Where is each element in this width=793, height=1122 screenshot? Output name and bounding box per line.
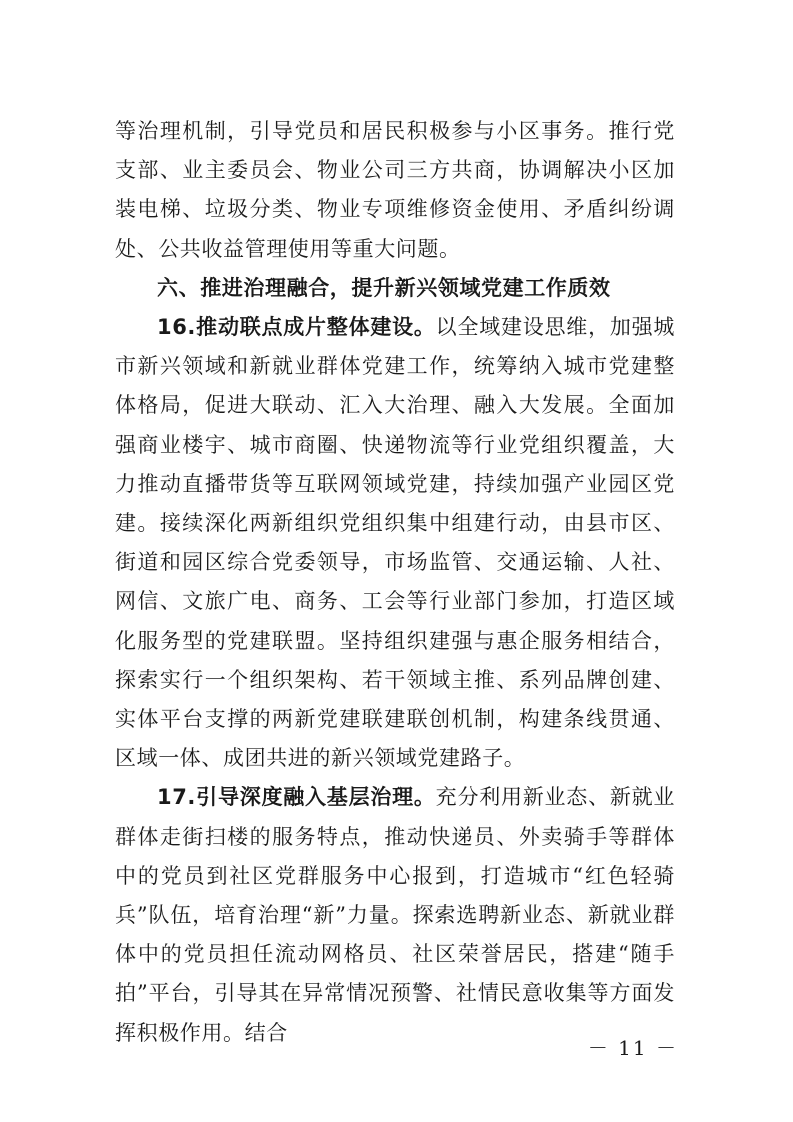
paragraph-item-16	[115, 308, 675, 778]
item-16-body: 以全域建设思维，加强城市新兴领域和新就业群体党建工作，统筹纳入城市党建整体格局，促进大联动、汇入大治理、融入大发展。全面加强商业楼宇、城市商圈、快递物流等行业党组织覆盖，大力推动直播带货等互联网领域党建，持续加强产业园区党建。接续深化两新组织党组织集中组建行动，由县市区、街道和园区综合党委领导，市场监管、交通运输、人社、网信、文旅广电、商务、工会等行业部门参加，打造区域化服务型的党建联盟。坚持组织建强与惠企服务相结合，探索实行一个组织架构、若干领域主推、系列品牌创建、实体平台支撑的两新党建联建联创机制，构建条线贯通、区域一体、成团共进的新兴领域党建路子。	[115, 315, 675, 771]
page-number: － 11 －	[587, 1036, 678, 1060]
body-text	[115, 112, 675, 1053]
item-17-lead: 17.引导深度融入基层治理。	[157, 785, 436, 810]
section-heading: 六、推进治理融合，提升新兴领域党建工作质效	[157, 275, 611, 300]
item-16-lead: 16.推动联点成片整体建设。	[157, 315, 436, 340]
item-17-body: 充分利用新业态、新就业群体走街扫楼的服务特点，推动快递员、外卖骑手等群体中的党员到社区党群服务中心报到，打造城市“红色轻骑兵”队伍，培育治理“新”力量。探索选聘新业态、新就业群体中的党员担任流动网格员、社区荣誉居民，搭建“随手拍”平台，引导其在异常情况预警、社情民意收集等方面发挥积极作用。结合	[115, 785, 675, 1045]
paragraph-continuation: 等治理机制，引导党员和居民积极参与小区事务。推行党支部、业主委员会、物业公司三方共商，协调解决小区加装电梯、垃圾分类、物业专项维修资金使用、矛盾纠纷调处、公共收益管理使用等重大问题。	[115, 119, 675, 261]
paragraph-item-17	[115, 778, 675, 1052]
